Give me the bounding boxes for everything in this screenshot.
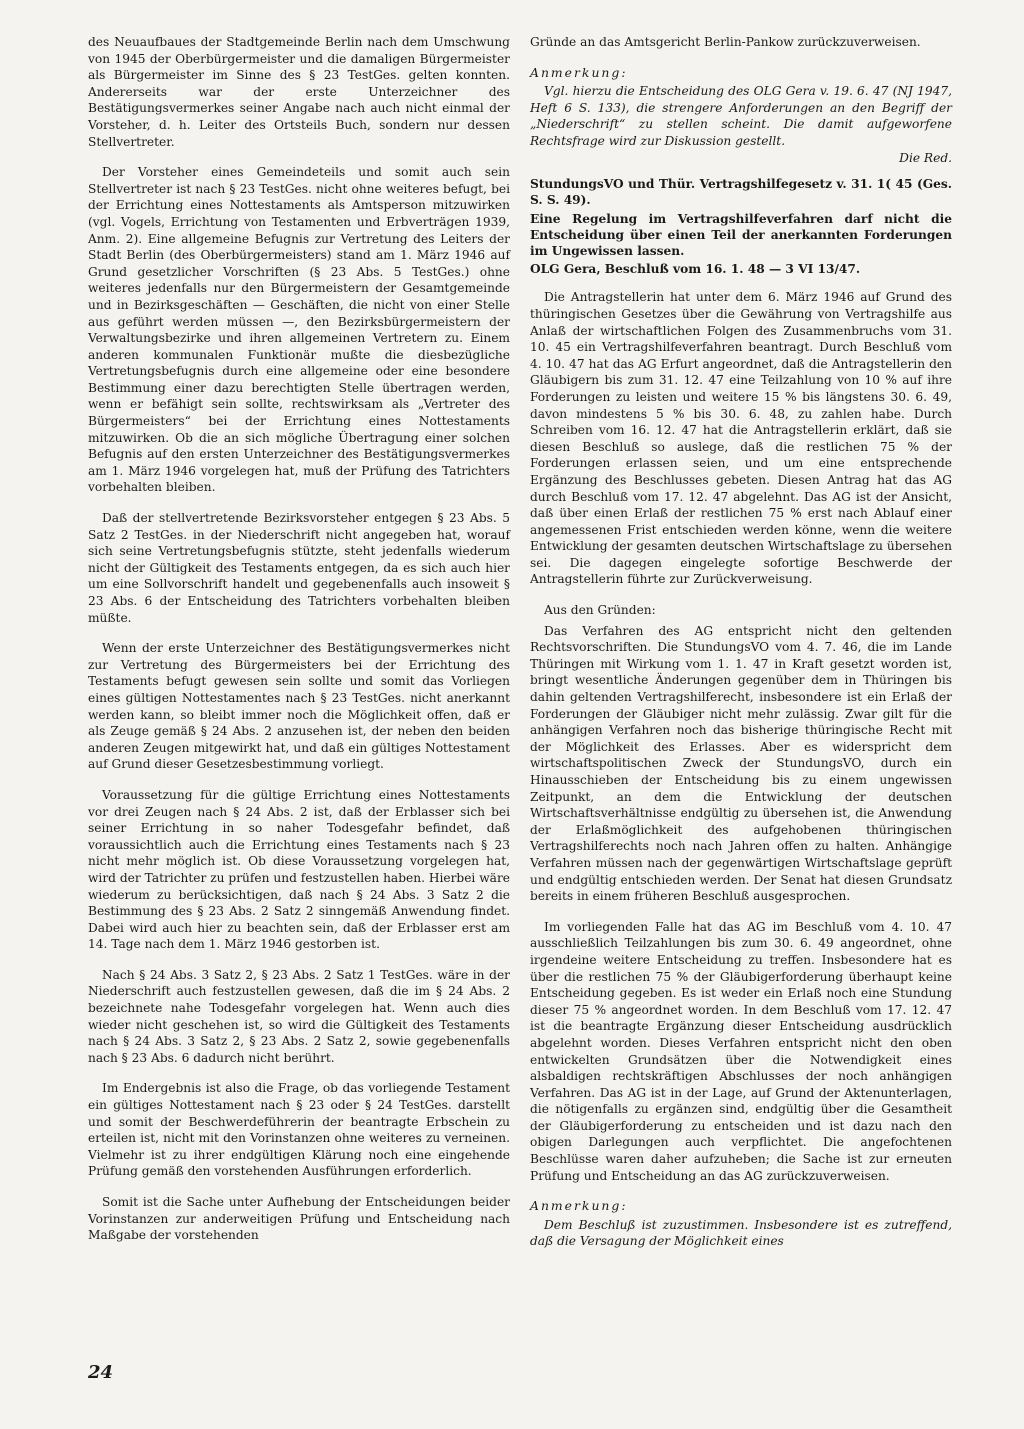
decision-heading: StundungsVO und Thür. Vertragshilfegesetz v. 31. 1( 45 (Ges. S. S. 49). [530,177,952,208]
left-paragraph-5: Voraussetzung für die gültige Errichtung eines Nottestaments vor drei Zeugen nach § 24 Abs. 2 ist, daß der Erblasser sich bei seiner Errichtung in so naher Todesgefahr befindet, daß voraussichtlich auch die Errichtung eines Testaments nach § 23 nicht mehr möglich ist. Ob diese Voraussetzung vorgelegen hat, wird der Tatrichter zu prüfen und festzustellen haben. Hierbei wäre wiederum zu berücksichtigen, daß nach § 24 Abs. 3 Satz 2 die Bestimmung des § 23 Abs. 2 Satz 2 sinngemäß Anwendung findet. Dabei wird auch hier zu beachten sein, daß der Erblasser erst am 14. Tage nach dem 1. März 1946 gestorben ist. [88,787,510,952]
right-paragraph-2: Das Verfahren des AG entspricht nicht den geltenden Rechtsvorschriften. Die StundungsVO vom 4. 7. 46, die im Lande Thüringen mit Wirkung vom 1. 1. 47 in Kraft gesetzt worden ist, bringt wesentliche Änderungen gegenüber dem in Thüringen bis dahin geltenden Vertragshilferecht, insbesondere ist ein Erlaß der Forderungen der Gläubiger nicht mehr zulässig. Zwar gilt für die anhängigen Verfahren noch das bisherige thüringische Recht mit der Möglichkeit des Erlasses. Aber es widerspricht dem wirtschaftspolitischen Zweck der StundungsVO, durch ein Hinausschieben der Entscheidung bis zu einem ungewissen Zeitpunkt, an dem die Entwicklung der deutschen Wirtschaftsverhältnisse endgültig zu übersehen ist, die Anwendung der Erlaßmöglichkeit des aufgehobenen thüringischen Vertragshilferechts noch nach Jahren offen zu halten. Anhängige Verfahren müssen nach der gegenwärtigen Wirtschaftslage geprüft und endgültig entschieden werden. Der Senat hat diesen Grundsatz bereits in einem früheren Beschluß ausgesprochen. [530,623,952,904]
right-paragraph-1: Die Antragstellerin hat unter dem 6. März 1946 auf Grund des thüringischen Gesetzes über die Gewährung von Vertragshilfe aus Anlaß der wirtschaftlichen Folgen des Zusammenbruchs vom 31. 10. 45 ein Vertragshilfeverfahren beantragt. Durch Beschluß vom 4. 10. 47 hat das AG Erfurt angeordnet, daß die Antragstellerin den Gläubigern bis zum 31. 12. 47 eine Teilzahlung von 10 % auf ihre Forderungen zu leisten und weitere 15 % bis längstens 30. 6. 49, davon mindestens 5 % bis 30. 6. 48, zu zahlen habe. Durch Schreiben vom 16. 12. 47 hat die Antragstellerin erklärt, daß sie diesen Beschluß so auslege, daß die restlichen 75 % der Forderungen erlassen seien, und um eine entsprechende Ergänzung des Beschlusses gebeten. Diesen Antrag hat das AG durch Beschluß vom 17. 12. 47 abgelehnt. Das AG ist der Ansicht, daß über einen Erlaß der restlichen 75 % erst nach Ablauf einer angemessenen Frist entschieden werden könne, wenn die weitere Entwicklung der gesamten deutschen Wirtschaftslage zu übersehen sei. Die dagegen eingelegte sofortige Beschwerde der Antragstellerin führte zur Zurückverweisung. [530,290,952,587]
left-paragraph-7: Im Endergebnis ist also die Frage, ob das vorliegende Testament ein gültiges Nottestament nach § 23 oder § 24 TestGes. darstellt und somit der Beschwerdeführerin der beantragte Erbschein zu erteilen ist, nicht mit den Vorinstanzen ohne weiteres zu verneinen. Vielmehr ist zu ihrer endgültigen Klärung noch eine eingehende Prüfung gemäß den vorstehenden Ausführungen erforderlich. [88,1081,510,1179]
left-paragraph-8: Somit ist die Sache unter Aufhebung der Entscheidungen beider Vorinstanzen zur anderweitigen Prüfung und Entscheidung nach Maßgabe der vorstehenden [88,1195,510,1243]
note-body-1 [530,83,952,166]
right-column [530,34,952,1260]
right-intro: Gründe an das Amtsgericht Berlin-Pankow zurückzuverweisen. [530,35,921,49]
note-body-2: Dem Beschluß ist zuzustimmen. Insbesondere ist es zutreffend, daß die Versagung der Möglichkeit eines [530,1217,952,1249]
decision-leitsatz: Eine Regelung im Vertragshilfeverfahren darf nicht die Entscheidung über einen Teil der anerkannten Forderungen im Ungewissen lassen. [530,211,952,258]
note-heading-1: Anmerkung: [530,64,628,80]
court-citation: OLG Gera, Beschluß vom 16. 1. 48 — 3 VI 13/47. [530,262,861,277]
left-paragraph-4: Wenn der erste Unterzeichner des Bestätigungsvermerkes nicht zur Vertretung des Bürgermeisters bei der Errichtung des Testaments befugt gewesen sein sollte und somit das Vorliegen eines gültigen Nottestamentes nach § 23 TestGes. nicht anerkannt werden kann, so bleibt immer noch die Möglichkeit offen, daß er als Zeuge gemäß § 24 Abs. 2 anzusehen ist, der neben den beiden anderen Zeugen mitgewirkt hat, und daß ein gültiges Nottestament auf Grund dieser Gesetzesbestimmung vorliegt. [88,641,510,772]
left-paragraph-3: Daß der stellvertretende Bezirksvorsteher entgegen § 23 Abs. 5 Satz 2 TestGes. in der Niederschrift nicht angegeben hat, worauf sich seine Vertretungsbefugnis stützte, steht jedenfalls wiederum nicht der Gültigkeit des Testaments entgegen, da es sich auch hier um eine Sollvorschrift handelt und gegebenenfalls auch insoweit § 23 Abs. 6 der Entscheidung des Tatrichters vorbehalten bleiben müßte. [88,511,510,625]
reasons-heading: Aus den Gründen: [544,603,656,618]
left-paragraph-2: Der Vorsteher eines Gemeindeteils und somit auch sein Stellvertreter ist nach § 23 TestGes. nicht ohne weiteres befugt, bei der Errichtung eines Nottestaments als Amtsperson mitzuwirken (vgl. Vogels, Errichtung von Testamenten und Erbverträgen 1939, Anm. 2). Eine allgemeine Befugnis zur Vertretung des Leiters der Stadt Berlin (des Oberbürgermeisters) stand am 1. März 1946 auf Grund gesetzlicher Vorschriften (§ 23 Abs. 5 TestGes.) ohne weiteres jedenfalls nur den Bürgermeistern der Gesamtgemeinde und in Bezirksgeschäften — Geschäften, die nicht von einer Stelle aus geführt werden müssen —, den Bezirksbürgermeistern der Verwaltungsbezirke und ihren allgemeinen Vertretern zu. Einem anderen kommunalen Funktionär mußte die diesbezügliche Vertretungsbefugnis durch eine allgemeine oder eine besondere Bestimmung einer dazu berechtigten Stelle übertragen werden, wenn er befähigt sein sollte, rechtswirksam als „Vertreter des Bürgermeisters“ bei der Errichtung eines Nottestaments mitzuwirken. Ob die an sich mögliche Übertragung einer solchen Befugnis auf den ersten Unterzeichner des Bestätigungsvermerkes am 1. März 1946 vorgelegen hat, muß der Prüfung des Tatrichters vorbehalten bleiben. [88,165,510,495]
right-paragraph-3: Im vorliegenden Falle hat das AG im Beschluß vom 4. 10. 47 ausschließlich Teilzahlungen bis zum 30. 6. 49 angeordnet, ohne irgendeine weitere Entscheidung zu treffen. Insbesondere hat es über die restlichen 75 % der Gläubigerforderung überhaupt keine Entscheidung gegeben. Es ist weder ein Erlaß noch eine Stundung dieser 75 % angeordnet worden. In dem Beschluß vom 17. 12. 47 ist die beantragte Ergänzung dieser Entscheidung ausdrücklich abgelehnt worden. Dieses Verfahren entspricht nicht den oben entwickelten Grundsätzen über die Notwendigkeit eines alsbaldigen rechtskräftigen Abschlusses der noch anhängigen Verfahren. Das AG ist in der Lage, auf Grund der Aktenunterlagen, die nötigenfalls zu ergänzen sind, endgültig über die Gesamtheit der Gläubigerforderung zu entscheiden und ist dazu nach den obigen Darlegungen auch verpflichtet. Die angefochtenen Beschlüsse waren daher aufzuheben; die Sache ist zur erneuten Prüfung und Entscheidung an das AG zurückzuverweisen. [530,919,952,1183]
left-paragraph-1: des Neuaufbaues der Stadtgemeinde Berlin nach dem Umschwung von 1945 der Oberbürgermeister und die damaligen Bürgermeister als Bürgermeister im Sinne des § 23 TestGes. gelten konnten. Andererseits war der erste Unterzeichner des Bestätigungsvermerkes seiner Angabe nach auch nicht einmal der Vorsteher, d. h. Leiter des Ortsteils Buch, sondern nur dessen Stellvertreter. [88,35,510,149]
two-column-layout [88,34,952,1260]
left-paragraph-6: Nach § 24 Abs. 3 Satz 2, § 23 Abs. 2 Satz 1 TestGes. wäre in der Niederschrift auch festzustellen gewesen, daß die im § 24 Abs. 2 bezeichnete nahe Todesgefahr vorgelegen hat. Wenn auch dies wieder nicht geschehen ist, so wird die Gültigkeit des Testaments nach § 24 Abs. 3 Satz 2, § 23 Abs. 2 Satz 2, sowie gegebenenfalls nach § 23 Abs. 6 dadurch nicht berührt. [88,967,510,1065]
page-number: 24 [88,1362,114,1383]
note-heading-2: Anmerkung: [530,1198,628,1214]
left-column [88,34,510,1260]
editor-signature: Die Red. [899,150,952,165]
note-text-1: Vgl. hierzu die Entscheidung des OLG Gera v. 19. 6. 47 (NJ 1947, Heft 6 S. 133), die strengere Anforderungen an den Begriff der „Niederschrift“ zu stellen scheint. Die damit aufgeworfene Rechtsfrage wird zur Diskussion gestellt. [530,84,952,148]
